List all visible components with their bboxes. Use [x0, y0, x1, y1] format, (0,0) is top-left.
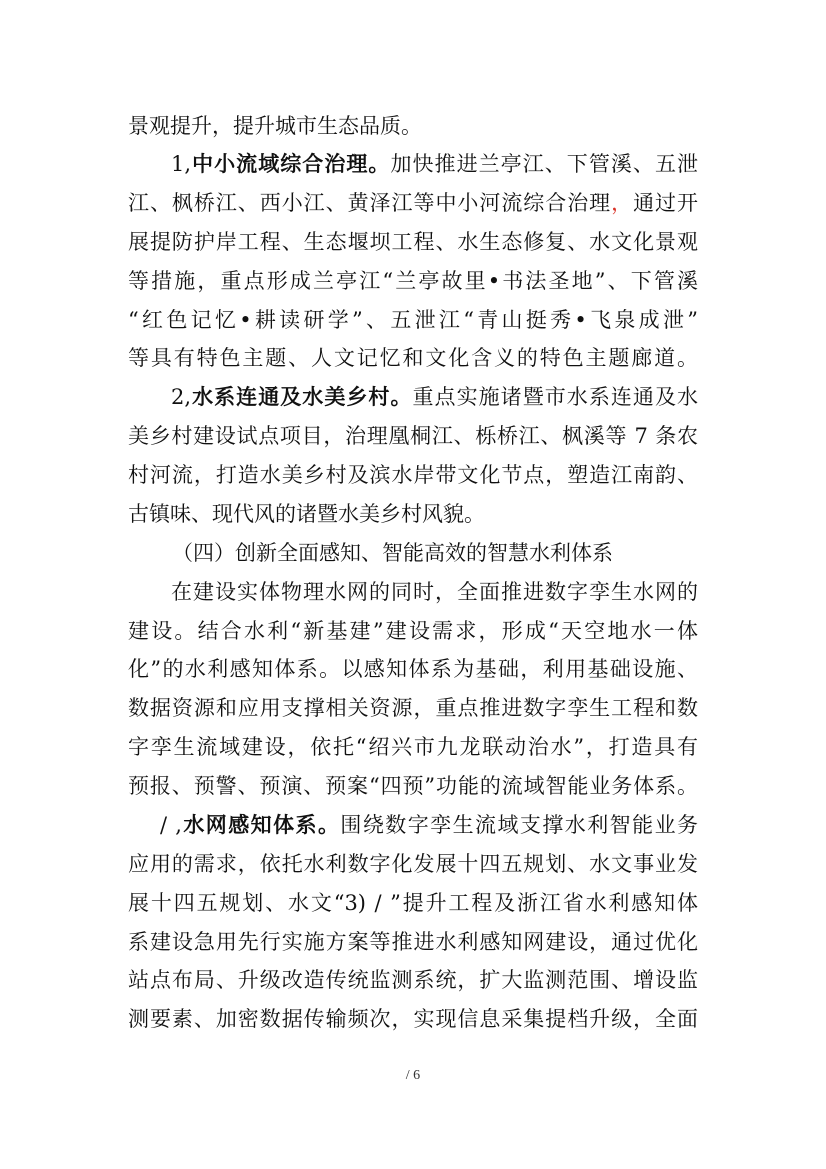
- text-line: 数据资源和应用支撑相关资源，重点推进数字孪生工程和数: [128, 696, 698, 720]
- item-text: 围绕数字孪生流域支撑水利智能业务: [340, 813, 699, 837]
- red-comma: ，: [611, 191, 634, 215]
- text-line: 应用的需求，依托水利数字化发展十四五规划、水文事业发: [128, 852, 698, 876]
- text-line: 建设。结合水利“新基建”建设需求，形成“天空地水一体: [128, 619, 698, 643]
- page-number: / 6: [405, 1068, 421, 1083]
- text-line: 测要素、加密数据传输频次，实现信息采集提档升级，全面: [128, 1007, 698, 1031]
- text-line: 展提防护岸工程、生态堰坝工程、水生态修复、水文化景观: [128, 230, 698, 254]
- text-line: 古镇味、现代风的诸暨水美乡村风貌。: [128, 502, 485, 526]
- item-number: 1,: [171, 152, 192, 176]
- text-line: 等措施，重点形成兰亭江“兰亭故里•书法圣地”、下管溪: [128, 269, 698, 293]
- section-heading: （四）创新全面感知、智能高效的智慧水利体系: [172, 541, 613, 565]
- text-line: 在建设实体物理水网的同时，全面推进数字孪生水网的: [171, 580, 698, 604]
- item-heading: 水系连通及水美乡村。: [191, 384, 413, 409]
- text-line: 美乡村建设试点项目，治理凰桐江、栎桥江、枫溪等 7 条农: [128, 424, 698, 448]
- text-line: 字孪生流域建设，依托“绍兴市九龙联动治水”，打造具有: [128, 735, 698, 759]
- item-heading: 水网感知体系。: [181, 812, 341, 837]
- text-line: “红色记忆•耕读研学”、五泄江“青山挺秀•飞泉成泄”: [128, 308, 698, 332]
- text-line: 展十四五规划、水文“3) / ”提升工程及浙江省水利感知体: [128, 891, 698, 915]
- item-number: / ,: [160, 813, 182, 837]
- text-line: 系建设急用先行实施方案等推进水利感知网建设，通过优化: [128, 930, 698, 954]
- item-heading: 中小流域综合治理。: [191, 151, 391, 176]
- subsection-line: [160, 807, 698, 843]
- text-line: 江、枫桥江、西小江、黄泽江等中小河流综合治理，通过开: [128, 191, 699, 215]
- text-line: 景观提升，提升城市生态品质。: [128, 114, 422, 138]
- text-line: 化”的水利感知体系。以感知体系为基础，利用基础设施、: [128, 657, 698, 681]
- text-line: 村河流，打造水美乡村及滨水岸带文化节点，塑造江南韵、: [128, 463, 698, 487]
- text-line: 预报、预警、预演、预案“四预”功能的流域智能业务体系。: [128, 774, 698, 798]
- item-number: 2,: [171, 385, 192, 409]
- item-text: 加快推进兰亭江、下管溪、五泄: [390, 152, 699, 176]
- subsection-line: [171, 379, 698, 415]
- item-text: 重点实施诸暨市水系连通及水: [412, 385, 699, 409]
- text-line: 等具有特色主题、人文记忆和文化含义的特色主题廊道。: [128, 346, 698, 370]
- text-line: 站点布局、升级改造传统监测系统，扩大监测范围、增设监: [128, 968, 698, 992]
- subsection-line: [171, 146, 698, 182]
